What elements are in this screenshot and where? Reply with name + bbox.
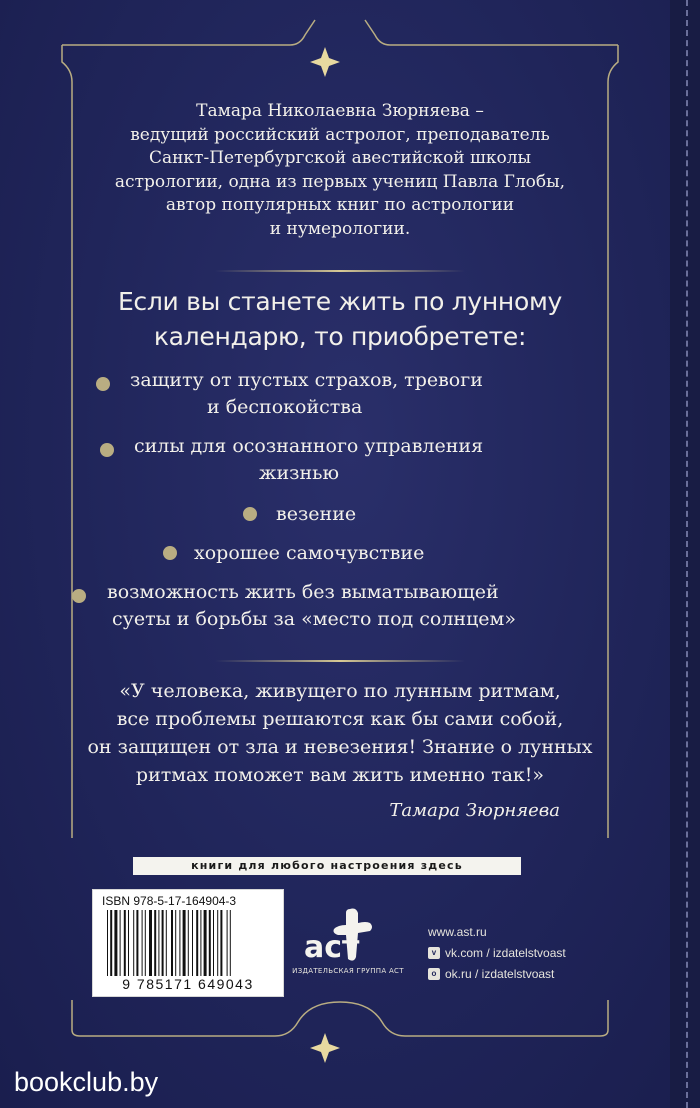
benefit-line: и беспокойства [207,396,363,418]
barcode-bar [227,910,228,976]
benefit-item [130,367,530,421]
bio-line: Тамара Николаевна Зюрняева – [196,101,484,121]
frame-bottom-left [72,1000,340,1036]
barcode-bar [188,910,189,976]
quote-line: он защищен от зла и невезения! Знание о лунных [87,736,593,758]
barcode-bar [213,910,214,976]
barcode-bar [171,910,173,976]
isbn-label: ISBN 978-5-17-164904-3 [102,894,237,908]
benefit-line: хорошее самочувствие [194,542,425,564]
benefit-item [134,433,534,487]
barcode-bar [149,910,152,976]
star-icon [310,1033,340,1063]
quote-line: «У человека, живущего по лунным ритмам, [119,680,561,702]
barcode-bar [154,910,156,976]
website-link[interactable] [428,921,566,942]
ok-link[interactable] [428,963,566,984]
benefit-line: суеты и борьбы за «место под солнцем» [112,608,516,630]
vk-icon: v [428,947,440,959]
frame-bottom-right [340,1000,608,1036]
barcode-bar [220,910,222,976]
bullet-dot-icon [163,546,177,560]
intro-heading [70,284,610,354]
ok-icon: o [428,968,440,980]
barcode-bar [145,910,146,976]
barcode-bar [124,910,126,976]
logo-text: аст [304,930,360,965]
barcode-bar [133,910,134,976]
barcode-bar [107,910,108,976]
barcode-bar [179,910,180,976]
barcode-bar [175,910,176,976]
isbn-barcode [92,889,284,997]
bullet-dot-icon [100,443,114,457]
quote-line: ритмах поможет вам жить именно так!» [135,764,545,786]
barcode-bar [120,910,121,976]
barcode-bars [107,910,269,976]
benefit-line: везение [276,503,357,525]
quote-block [70,677,610,789]
quote-signature: Тамара Зюрняева [389,800,560,821]
bio-line: астрологии, одна из первых учениц Павла Глобы, [114,171,566,192]
intro-line: календарю, то приобретете: [153,322,527,351]
watermark: bookclub.by [14,1067,159,1097]
bio-line: Санкт-Петербургской авестийской школы [148,148,532,168]
isbn-digits: 9 785171 649043 [122,976,254,992]
barcode-bar [136,910,138,976]
benefit-item [194,540,424,567]
barcode-bar [192,910,193,976]
barcode-bar [217,910,218,976]
vk-url[interactable]: vk.com / izdatelstvoast [445,945,566,960]
bullet-dot-icon [243,507,257,521]
website-url[interactable]: www.ast.ru [428,924,487,939]
frame-top-left [62,20,315,45]
barcode-bar [204,910,207,976]
barcode-bar [128,910,129,976]
barcode-bar [209,910,211,976]
barcode-bar [200,910,201,976]
intro-line: Если вы станете жить по лунному [117,287,563,316]
quote-line: все проблемы решаются как бы сами собой, [116,708,564,730]
barcode-bar [183,910,186,976]
publisher-links [428,921,566,984]
ok-url[interactable]: ok.ru / izdatelstvoast [445,966,555,981]
barcode-bar [158,910,159,976]
barcode-bar [196,910,198,976]
benefit-line: силы для осознанного управления [134,435,484,457]
slogan-banner: книги для любого настроения здесь [133,857,521,875]
star-icon [310,47,340,77]
benefit-line: защиту от пустых страхов, тревоги [130,369,483,391]
benefit-item [276,501,356,528]
barcode-bar [142,910,143,976]
divider-line [215,270,465,272]
vk-link[interactable] [428,942,566,963]
author-bio [90,100,590,241]
frame-top-right [365,20,618,45]
benefit-item [107,579,577,633]
barcode-bar [110,910,112,976]
publisher-caption: ИЗДАТЕЛЬСКАЯ ГРУППА АСТ [292,967,404,975]
bio-line: и нумерологии. [269,218,411,239]
bullet-dot-icon [96,377,110,391]
bio-line: ведущий российский астролог, преподаватель [130,124,550,145]
benefit-line: возможность жить без выматывающей [107,581,499,603]
bio-line: автор популярных книг по астрологии [165,195,515,215]
bullet-dot-icon [72,589,86,603]
barcode-bar [114,910,117,976]
benefit-line: жизнью [259,462,340,484]
publisher-logo [298,905,388,967]
barcode-bar [166,910,167,976]
barcode-bar [162,910,164,976]
divider-line [215,660,465,662]
barcode-bar [230,910,231,976]
